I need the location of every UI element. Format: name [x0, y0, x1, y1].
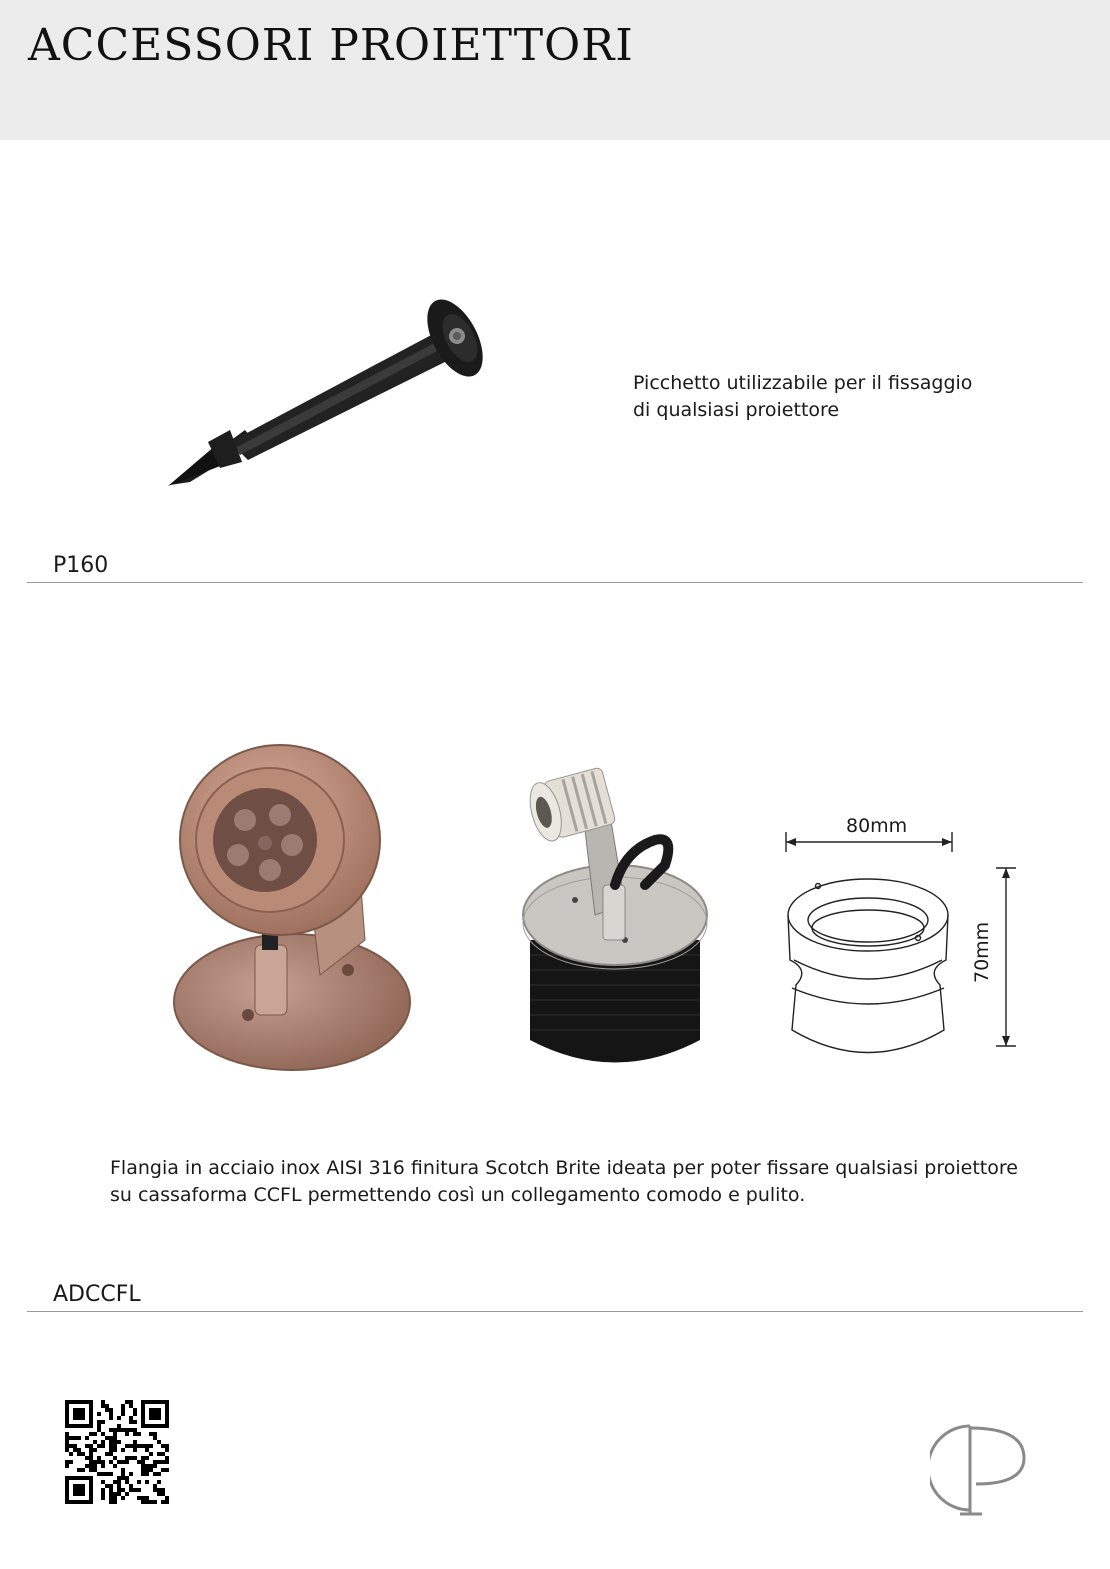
product-image-flange-on-casing [515, 755, 715, 1075]
dimension-height-label: 70mm [971, 921, 993, 983]
product-code-adccfl: ADCCFL [53, 1282, 141, 1307]
product-image-spike [160, 290, 520, 530]
description-line: su cassaforma CCFL permettendo così un collegamento comodo e pulito. [110, 1184, 806, 1206]
qr-code-icon[interactable] [65, 1400, 169, 1504]
product-code-p160: P160 [53, 553, 109, 578]
page-header [0, 0, 1110, 140]
copper-projector-icon [170, 740, 415, 1075]
product-description-adccfl [110, 1155, 1070, 1209]
description-line: Flangia in acciaio inox AISI 316 finitura Scotch Brite ideata per poter fissare qualsiasi proiettore [110, 1157, 1018, 1179]
product-image-copper-projector [170, 740, 415, 1075]
flange-casing-icon [515, 755, 715, 1075]
dimension-width-label: 80mm [846, 815, 908, 837]
dimension-drawing [780, 810, 1030, 1070]
brand-logo-icon [930, 1418, 1030, 1518]
section-divider [27, 1311, 1083, 1312]
product-description-p160 [633, 370, 1053, 424]
description-line: di qualsiasi proiettore [633, 399, 840, 421]
section-divider [27, 582, 1083, 583]
description-line: Picchetto utilizzabile per il fissaggio [633, 372, 973, 394]
page-title: ACCESSORI PROIETTORI [28, 20, 634, 71]
ground-spike-icon [160, 290, 520, 530]
